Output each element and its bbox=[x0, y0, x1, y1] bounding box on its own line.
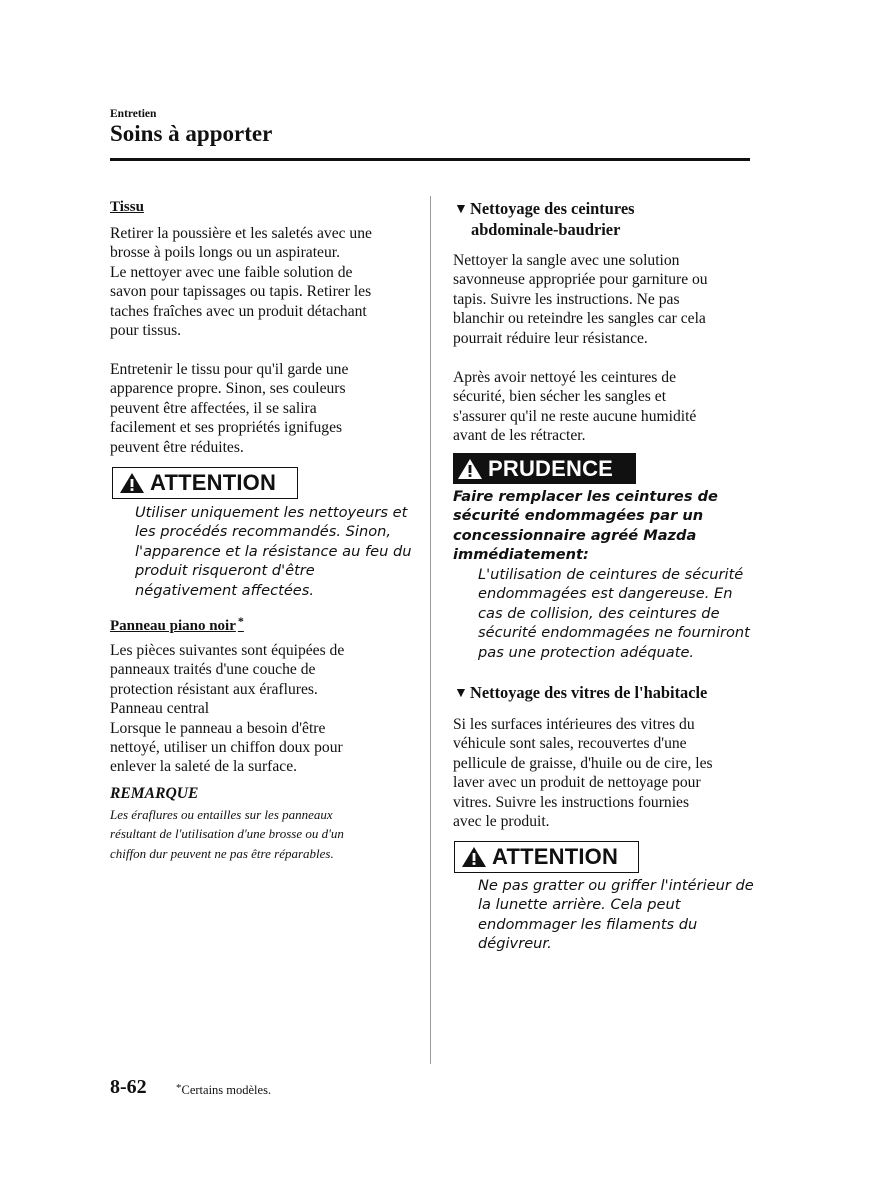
tissu-paragraph-2 bbox=[110, 360, 348, 457]
text-line: immédiatement: bbox=[453, 546, 589, 564]
tissu-heading: Tissu bbox=[110, 199, 144, 215]
prudence-label: PRUDENCE bbox=[488, 455, 614, 481]
heading-line: Nettoyage des ceintures bbox=[470, 199, 635, 218]
text-line: dégivreur. bbox=[478, 935, 552, 953]
piano-panel-heading-text: Panneau piano noir bbox=[110, 618, 236, 634]
text-line: la lunette arrière. Cela peut bbox=[478, 896, 681, 914]
text-line: laver avec un produit de nettoyage pour bbox=[453, 774, 701, 792]
text-line: Utiliser uniquement les nettoyeurs et bbox=[135, 504, 408, 521]
text-line: Nettoyer la sangle avec une solution bbox=[453, 252, 680, 269]
text-line: taches fraîches avec un produit détachant bbox=[110, 302, 367, 320]
text-line: pas une protection adéquate. bbox=[478, 643, 695, 661]
text-line: les procédés recommandés. Sinon, bbox=[135, 523, 392, 541]
text-line: panneaux traités d'une couche de bbox=[110, 661, 316, 679]
section-label: Entretien bbox=[110, 108, 157, 120]
text-line: Le nettoyer avec une faible solution de bbox=[110, 263, 353, 281]
text-line: Les éraflures ou entailles sur les panneaux bbox=[110, 807, 333, 822]
text-line: pellicule de graisse, d'huile ou de cire, les bbox=[453, 754, 713, 772]
text-line: enlever la saleté de la surface. bbox=[110, 758, 298, 776]
text-line: peuvent être réduites. bbox=[110, 438, 244, 456]
header-rule bbox=[110, 158, 750, 161]
page-number: 8-62 bbox=[110, 1076, 147, 1098]
text-line: concessionnaire agréé Mazda bbox=[453, 526, 697, 544]
text-line: Retirer la poussière et les saletés avec une bbox=[110, 225, 372, 242]
text-line: blanchir ou reteindre les sangles car cela bbox=[453, 310, 706, 328]
text-line: facilement et ses propriétés ignifuges bbox=[110, 419, 343, 437]
text-line: produit risqueront d'être bbox=[135, 562, 315, 580]
text-line: sécurité endommagées ne fourniront bbox=[478, 624, 750, 642]
belts-paragraph-2 bbox=[453, 368, 696, 446]
text-line: Faire remplacer les ceintures de bbox=[453, 488, 718, 505]
triangle-bullet-icon: ▼ bbox=[454, 202, 468, 217]
text-line: Ne pas gratter ou griffer l'intérieur de bbox=[478, 877, 754, 894]
text-line: L'utilisation de ceintures de sécurité bbox=[478, 566, 744, 583]
text-line: brosse à poils longs ou un aspirateur. bbox=[110, 244, 340, 262]
text-line: pour tissus. bbox=[110, 322, 182, 340]
heading-line: abdominale-baudrier bbox=[471, 220, 621, 239]
attention-label: ATTENTION bbox=[492, 844, 619, 869]
warning-triangle-icon bbox=[461, 846, 487, 868]
text-line: négativement affectées. bbox=[135, 581, 315, 599]
windows-heading bbox=[454, 683, 707, 704]
column-divider bbox=[430, 196, 431, 1064]
piano-panel-heading bbox=[110, 614, 244, 635]
text-line: avant de les rétracter. bbox=[453, 427, 586, 445]
text-line: cas de collision, des ceintures de bbox=[478, 604, 720, 622]
attention-box-windows bbox=[454, 841, 639, 873]
text-line: nettoyé, utiliser un chiffon doux pour bbox=[110, 739, 343, 757]
attention-text-fabric bbox=[135, 503, 411, 600]
text-line: endommagées est dangereuse. En bbox=[478, 585, 733, 603]
heading-line: Nettoyage des vitres de l'habitacle bbox=[470, 683, 708, 702]
belts-heading bbox=[454, 199, 634, 240]
warning-triangle-icon bbox=[119, 472, 145, 494]
tissu-paragraph-1 bbox=[110, 224, 372, 340]
text-line: véhicule sont sales, recouvertes d'une bbox=[453, 735, 687, 753]
text-line: pourrait réduire leur résistance. bbox=[453, 329, 648, 347]
windows-paragraph bbox=[453, 715, 713, 831]
text-line: protection résistant aux éraflures. bbox=[110, 680, 318, 698]
attention-label: ATTENTION bbox=[150, 470, 277, 495]
note-heading: REMARQUE bbox=[110, 785, 199, 802]
page-title: Soins à apporter bbox=[110, 121, 273, 146]
text-line: vitres. Suivre les instructions fournies bbox=[453, 793, 690, 811]
attention-text-windows bbox=[478, 876, 754, 954]
footnote bbox=[176, 1082, 271, 1098]
text-line: apparence propre. Sinon, ses couleurs bbox=[110, 380, 346, 398]
prudence-lead bbox=[453, 487, 718, 565]
footnote-mark: * bbox=[176, 1082, 182, 1094]
text-line: savon pour tapissages ou tapis. Retirer les bbox=[110, 283, 372, 301]
text-line: Lorsque le panneau a besoin d'être bbox=[110, 719, 326, 737]
text-line: Après avoir nettoyé les ceintures de bbox=[453, 369, 676, 386]
text-line: peuvent être affectées, il se salira bbox=[110, 399, 317, 417]
text-line: sécurité, bien sécher les sangles et bbox=[453, 388, 667, 406]
attention-box-fabric bbox=[112, 467, 298, 499]
text-line: Entretenir le tissu pour qu'il garde une bbox=[110, 361, 349, 378]
prudence-box bbox=[453, 453, 636, 484]
text-line: savonneuse appropriée pour garniture ou bbox=[453, 271, 708, 289]
text-line: l'apparence et la résistance au feu du bbox=[135, 542, 412, 560]
belts-paragraph-1 bbox=[453, 251, 708, 348]
text-line: tapis. Suivre les instructions. Ne pas bbox=[453, 290, 680, 308]
note-text bbox=[110, 805, 344, 863]
text-line: Les pièces suivantes sont équipées de bbox=[110, 642, 345, 659]
text-line: chiffon dur peuvent ne pas être réparables. bbox=[110, 845, 334, 861]
warning-triangle-icon bbox=[457, 458, 483, 480]
text-line: s'assurer qu'il ne reste aucune humidité bbox=[453, 407, 697, 425]
triangle-bullet-icon: ▼ bbox=[454, 686, 468, 701]
piano-panel-paragraph bbox=[110, 641, 344, 777]
text-line: endommager les filaments du bbox=[478, 915, 698, 933]
footnote-text: Certains modèles. bbox=[181, 1083, 272, 1097]
text-line: avec le produit. bbox=[453, 813, 550, 831]
text-line: Panneau central bbox=[110, 700, 210, 718]
footnote-mark: * bbox=[237, 614, 244, 628]
text-line: résultant de l'utilisation d'une brosse ou d'un bbox=[110, 826, 344, 842]
text-line: sécurité endommagées par un bbox=[453, 507, 704, 525]
text-line: Si les surfaces intérieures des vitres du bbox=[453, 716, 695, 733]
prudence-text bbox=[478, 565, 750, 662]
